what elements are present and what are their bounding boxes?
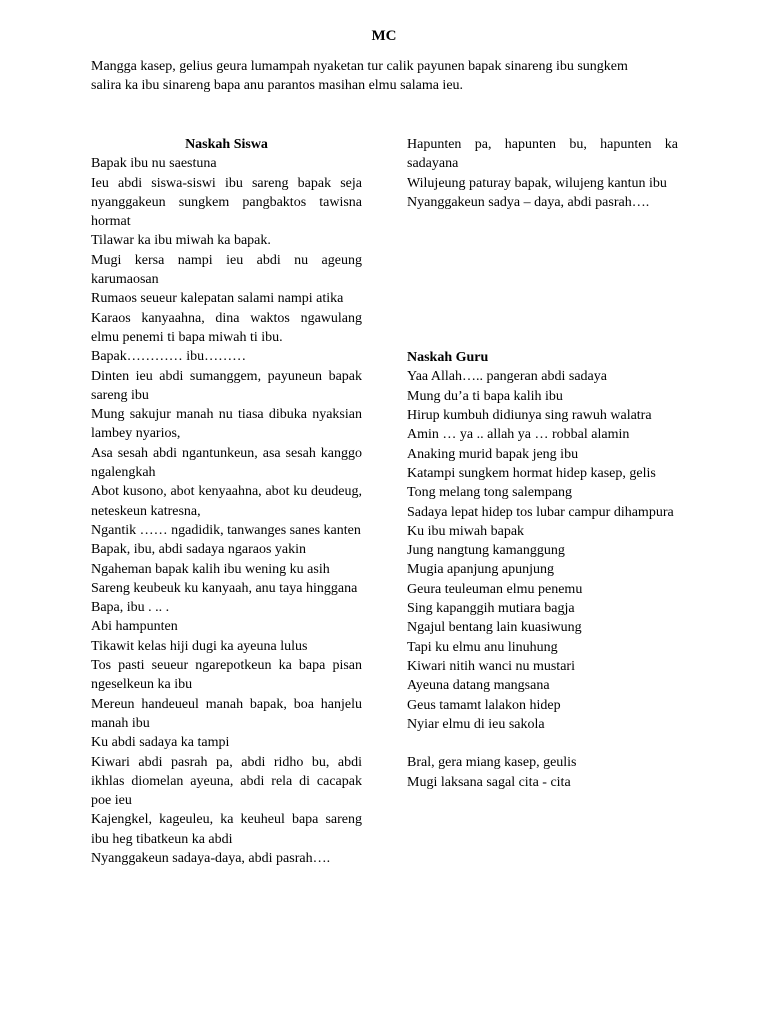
verse-line: Sadaya lepat hidep tos lubar campur dihampura: [407, 504, 674, 520]
verse-line: Sareng keubeuk ku kanyaah, anu taya hinggana: [91, 580, 358, 596]
verse-line: Hirup kumbuh didiunya sing rawuh walatra: [407, 408, 652, 424]
verse-line: Kiwari nitih wanci nu mustari: [407, 658, 575, 674]
verse-line: Ayeuna datang mangsana: [407, 678, 550, 694]
verse-line: Nyiar elmu di ieu sakola: [407, 716, 545, 732]
verse-line: Katampi sungkem hormat hidep kasep, gelis: [407, 465, 656, 481]
verse-line: Tapi ku elmu anu linuhung: [407, 639, 558, 655]
verse-line: Nyanggakeun sadaya-daya, abdi pasrah….: [91, 850, 331, 866]
naskah-siswa-continued: [407, 135, 678, 212]
verse-line: Yaa Allah….. pangeran abdi sadaya: [407, 369, 607, 385]
verse-line: Ngantik …… ngadidik, tanwanges sanes kanten: [91, 522, 361, 538]
intro-line: Mangga kasep, gelius geura lumampah nyaketan tur calik payunen bapak sinareng ibu sungkem: [91, 59, 628, 74]
verse-line: Ngajul bentang lain kuasiwung: [407, 620, 582, 636]
intro-line: salira ka ibu sinareng bapa anu parantos masihan elmu salama ieu.: [91, 78, 464, 94]
closing-line: Bral, gera miang kasep, geulis: [407, 755, 577, 771]
verse-line: Amin … ya .. allah ya … robbal alamin: [407, 427, 630, 443]
verse-line: Ieu abdi siswa-siswi ibu sareng bapak seja nyanggakeun sungkem pangbaktos tawisna hormat: [91, 175, 362, 230]
verse-line: Mung sakujur manah nu tiasa dibuka nyaksian lambey nyarios,: [91, 407, 362, 442]
verse-line: Rumaos seueur kalepatan salami nampi atika: [91, 291, 344, 307]
naskah-siswa-lines: [91, 154, 362, 868]
verse-line: Bapak, ibu, abdi sadaya ngaraos yakin: [91, 542, 306, 558]
verse-line: Abot kusono, abot kenyaahna, abot ku deudeug, neteskeun katresna,: [91, 484, 362, 519]
closing-line: Mugi laksana sagal cita - cita: [407, 774, 571, 790]
verse-line: Dinten ieu abdi sumanggem, payuneun bapak sareng ibu: [91, 368, 362, 403]
verse-line: Karaos kanyaahna, dina waktos ngawulang elmu penemi ti bapa miwah ti ibu.: [91, 310, 362, 345]
verse-line: Ku abdi sadaya ka tampi: [91, 735, 230, 751]
verse-line: Bapak ibu nu saestuna: [91, 156, 217, 172]
verse-line: Kiwari abdi pasrah pa, abdi ridho bu, abdi ikhlas diomelan ayeuna, abdi rela di cacapak poe ieu: [91, 754, 362, 809]
verse-line: Hapunten pa, hapunten bu, hapunten ka sadayana: [407, 137, 678, 172]
intro-paragraph: [91, 57, 681, 96]
verse-line: Geura teuleuman elmu penemu: [407, 581, 583, 597]
verse-line: Ngaheman bapak kalih ibu wening ku asih: [91, 561, 330, 577]
verse-line: Bapa, ibu . .. .: [91, 600, 170, 616]
verse-line: Mugia apanjung apunjung: [407, 562, 554, 578]
verse-line: Tikawit kelas hiji dugi ka ayeuna lulus: [91, 638, 308, 654]
verse-line: Kajengkel, kageuleu, ka keuheul bapa sareng ibu heg tibatkeun ka abdi: [91, 812, 362, 847]
naskah-siswa-column: [91, 135, 362, 868]
naskah-guru-section: [407, 348, 678, 792]
verse-line: Mung du’a ti bapa kalih ibu: [407, 388, 563, 404]
naskah-guru-heading: Naskah Guru: [407, 350, 489, 366]
verse-line: Wilujeung paturay bapak, wilujeng kantun ibu: [407, 175, 667, 191]
verse-line: Mereun handeueul manah bapak, boa hanjelu manah ibu: [91, 696, 362, 731]
verse-line: Tos pasti seueur ngarepotkeun ka bapa pisan ngeselkeun ka ibu: [91, 658, 362, 693]
naskah-guru-lines: [407, 367, 678, 734]
verse-line: Bapak………… ibu………: [91, 349, 247, 365]
verse-line: Abi hampunten: [91, 619, 178, 635]
naskah-guru-closing: [407, 753, 678, 792]
verse-line: Sing kapanggih mutiara bagja: [407, 601, 575, 617]
verse-line: Asa sesah abdi ngantunkeun, asa sesah kanggo ngalengkah: [91, 445, 362, 481]
verse-line: Mugi kersa nampi ieu abdi nu ageung karumaosan: [91, 252, 362, 288]
verse-line: Ku ibu miwah bapak: [407, 523, 525, 539]
verse-line: Tong melang tong salempang: [407, 485, 573, 501]
naskah-siswa-heading: Naskah Siswa: [185, 137, 268, 152]
blank-line: [407, 734, 678, 753]
verse-line: Nyanggakeun sadya – daya, abdi pasrah….: [407, 194, 650, 210]
verse-line: Geus tamamt lalakon hidep: [407, 697, 561, 713]
verse-line: Anaking murid bapak jeng ibu: [407, 446, 579, 462]
verse-line: Jung nangtung kamanggung: [407, 543, 565, 559]
right-column: [407, 135, 678, 792]
page-title: MC: [371, 28, 397, 44]
verse-line: Tilawar ka ibu miwah ka bapak.: [91, 233, 271, 249]
